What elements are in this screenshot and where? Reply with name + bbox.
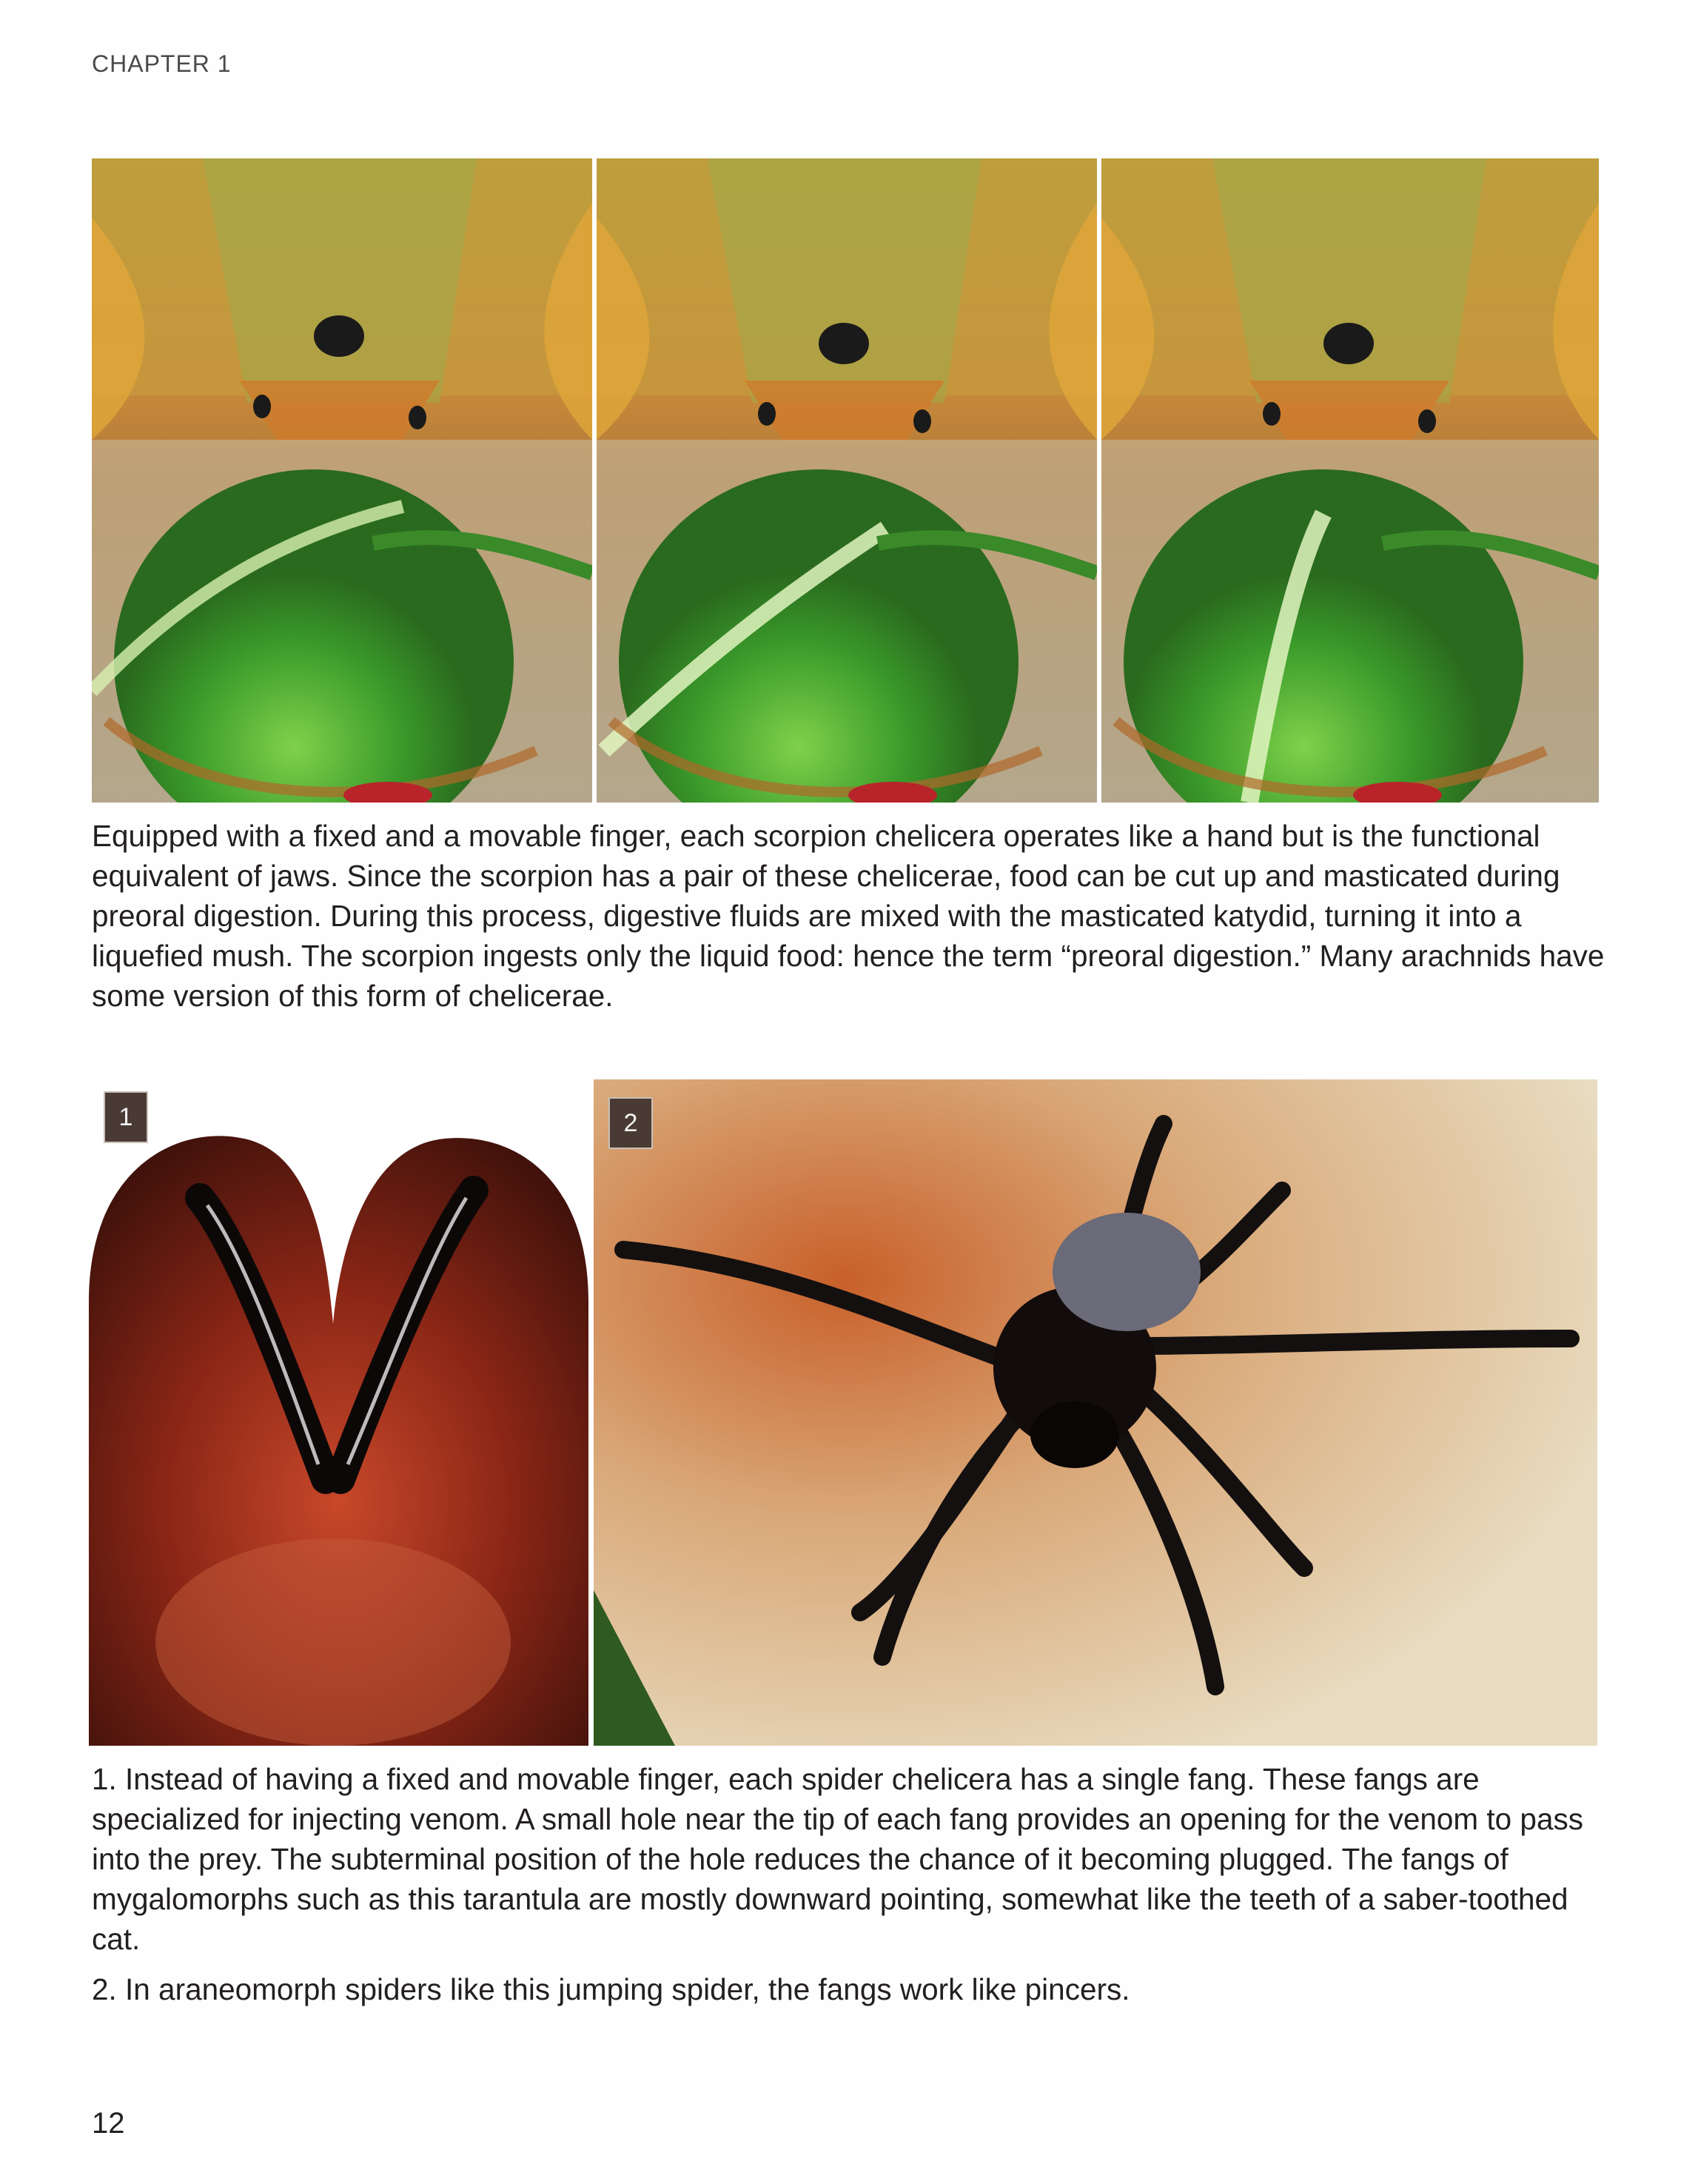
- running-head: CHAPTER 1: [92, 50, 232, 77]
- scorpion-caption-text: Equipped with a fixed and a movable finger, each scorpion chelicera operates like a hand but is the functional equivalent of jaws. Since the scorpion has a pair of these chelicerae, food can be cut up and masticated during preoral digestion. During this process, digestive fluids are mixed with the masticated katydid, turning it into a liquefied mush. The scorpion ingests only the liquid food: hence the term “preoral digestion.” Many arachnids have some version of this form of chelicerae.: [92, 819, 1605, 1013]
- scorpion-photo-3: [1101, 158, 1599, 803]
- jumping-spider-photo: [594, 1079, 1597, 1746]
- scorpion-photo-1: [92, 158, 592, 803]
- scorpion-caption: [92, 816, 1609, 1016]
- caption-item-1: 1. Instead of having a fixed and movable finger, each spider chelicera has a single fang. These fangs are specialized for injecting venom. A small hole near the tip of each fang provides an opening for the venom to pass into the prey. The subterminal position of the hole reduces the chance of it becoming plugged. The fangs of mygalomorphs such as this tarantula are mostly downward pointing, somewhat like the teeth of a saber-toothed cat.: [92, 1762, 1583, 1956]
- page-number: 12: [92, 2107, 125, 2140]
- caption-item-2: 2. In araneomorph spiders like this jumping spider, the fangs work like pincers.: [92, 1972, 1130, 2006]
- scorpion-photo-2: [597, 158, 1097, 803]
- tarantula-fangs-photo: [89, 1079, 588, 1746]
- figure-2-badge: 2: [608, 1097, 653, 1149]
- spider-captions: [92, 1759, 1609, 2009]
- figure-1-badge: 1: [104, 1091, 148, 1143]
